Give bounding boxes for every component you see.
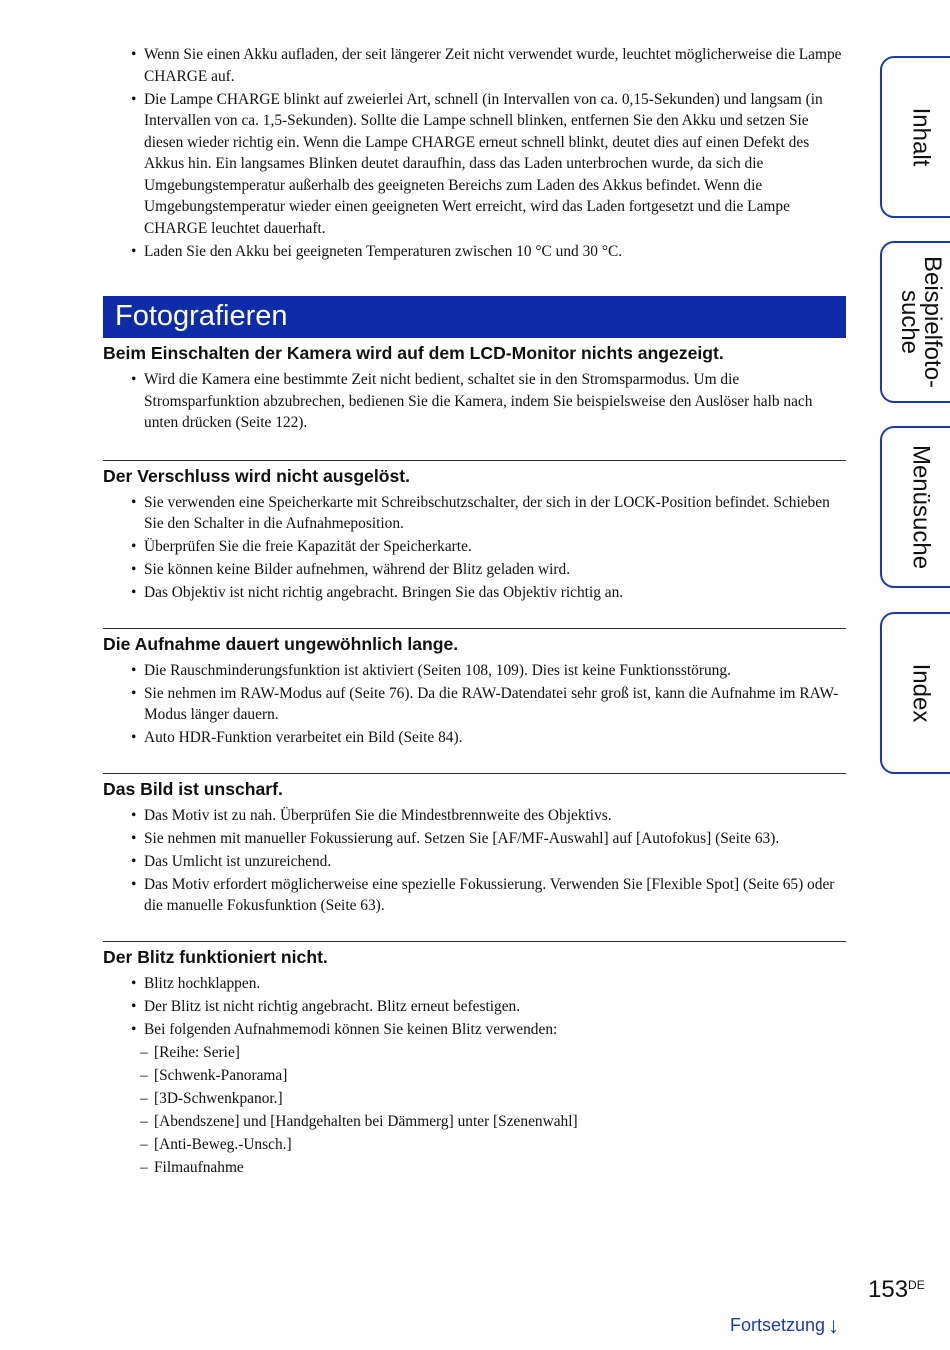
section-recording-time — [103, 633, 846, 749]
list-item: • Das Motiv erfordert möglicherweise eine spezielle Fokussierung. Verwenden Sie [Flexible Spot] (Seite 65) oder die manuelle Fokusfunktion (Seite 63). — [103, 874, 846, 917]
continue-link[interactable] — [730, 1313, 839, 1339]
list-item: • Sie können keine Bilder aufnehmen, während der Blitz geladen wird. — [103, 559, 846, 581]
section-divider — [103, 773, 846, 774]
tab-label: Beispielfoto- suche — [896, 255, 946, 389]
list-item: • Die Lampe CHARGE blinkt auf zweierlei Art, schnell (in Intervallen von ca. 0,15-Sekunden) und langsam (in Intervallen von ca. 1,5-Sekunden). Sollte die Lampe schnell blinken, entfernen Sie den Akku und setzen Sie diesen wieder richtig ein. Wenn die Lampe CHARGE erneut schnell blinkt, deutet dies auf einen Defekt des Akkus hin. Ein langsames Blinken deutet daraufhin, dass das Laden unterbrochen wurde, da sich die Umgebungstemperatur außerhalb des geeigneten Bereichs zum Laden des Akkus befindet. Wenn die Umgebungstemperatur wieder einen geeigneten Wert erreicht, wird das Laden fortgesetzt und die Lampe CHARGE leuchtet dauerhaft. — [103, 89, 846, 240]
section-divider — [103, 628, 846, 629]
section-list — [103, 492, 846, 604]
section-shutter — [103, 465, 846, 604]
page-number — [868, 1276, 925, 1304]
sub-list-item: – [Anti-Beweg.-Unsch.] — [103, 1134, 846, 1156]
section-blurry — [103, 778, 846, 917]
section-divider — [103, 460, 846, 461]
section-heading: Der Verschluss wird nicht ausgelöst. — [103, 465, 411, 486]
tab-index[interactable] — [880, 612, 950, 774]
side-tabs — [880, 0, 950, 1350]
list-item: • Wird die Kamera eine bestimmte Zeit nicht bedient, schaltet sie in den Stromsparmodus. Um die Stromsparfunktion abzubrechen, bedienen Sie die Kamera, indem Sie beispielsweise den Auslöser halb nach unten drücken (Seite 122). — [103, 369, 846, 434]
section-heading: Die Aufnahme dauert ungewöhnlich lange. — [103, 633, 459, 654]
sub-list-item: – [Schwenk-Panorama] — [103, 1065, 846, 1087]
list-item: • Sie nehmen im RAW-Modus auf (Seite 76). Da die RAW-Datendatei sehr groß ist, kann die Aufnahme im RAW-Modus länger dauern. — [103, 683, 846, 726]
tab-label: Inhalt — [907, 107, 935, 167]
page-content — [103, 44, 846, 1180]
section-heading: Der Blitz funktioniert nicht. — [103, 946, 328, 967]
section-heading: Beim Einschalten der Kamera wird auf dem LCD-Monitor nichts angezeigt. — [103, 343, 724, 363]
list-item: • Die Rauschminderungsfunktion ist aktiviert (Seiten 108, 109). Dies ist keine Funktionsstörung. — [103, 660, 846, 682]
tab-beispielfotosuche[interactable] — [880, 241, 950, 403]
tab-menuesuche[interactable] — [880, 426, 950, 588]
list-item: • Überprüfen Sie die freie Kapazität der Speicherkarte. — [103, 536, 846, 558]
list-item: • Das Motiv ist zu nah. Überprüfen Sie die Mindestbrennweite des Objektivs. — [103, 805, 846, 827]
list-item: • Blitz hochklappen. — [103, 973, 846, 995]
section-flash — [103, 946, 846, 1179]
list-item: • Sie verwenden eine Speicherkarte mit Schreibschutzschalter, der sich in der LOCK-Position befindet. Schieben Sie den Schalter in die Aufnahmeposition. — [103, 492, 846, 535]
section-banner: Fotografieren — [103, 296, 846, 338]
tab-inhalt[interactable] — [880, 56, 950, 218]
list-item: • Bei folgenden Aufnahmemodi können Sie keinen Blitz verwenden: — [103, 1019, 846, 1041]
page-number-value: 153 — [868, 1276, 909, 1303]
sub-list-item: – Filmaufnahme — [103, 1157, 846, 1179]
sub-list-item: – [Abendszene] und [Handgehalten bei Dämmerg] unter [Szenenwahl] — [103, 1111, 846, 1133]
list-item: • Das Objektiv ist nicht richtig angebracht. Bringen Sie das Objektiv richtig an. — [103, 582, 846, 604]
section-heading: Das Bild ist unscharf. — [103, 778, 283, 799]
section-list — [103, 369, 846, 434]
list-item: • Laden Sie den Akku bei geeigneten Temperaturen zwischen 10 °C und 30 °C. — [103, 241, 846, 263]
tab-label: Index — [907, 663, 935, 723]
continue-label: Fortsetzung — [730, 1315, 826, 1335]
arrow-down-icon: ↓ — [828, 1313, 840, 1338]
page-suffix: DE — [908, 1278, 925, 1292]
list-item: • Auto HDR-Funktion verarbeitet ein Bild (Seite 84). — [103, 727, 846, 749]
tab-label: Menüsuche — [907, 444, 935, 570]
list-item: • Der Blitz ist nicht richtig angebracht. Blitz erneut befestigen. — [103, 996, 846, 1018]
section-list — [103, 660, 846, 749]
list-item: • Sie nehmen mit manueller Fokussierung auf. Setzen Sie [AF/MF-Auswahl] auf [Autofokus] (Seite 63). — [103, 828, 846, 850]
intro-list — [103, 44, 846, 262]
sub-list-item: – [3D-Schwenkpanor.] — [103, 1088, 846, 1110]
list-item: • Wenn Sie einen Akku aufladen, der seit längerer Zeit nicht verwendet wurde, leuchtet möglicherweise die Lampe CHARGE auf. — [103, 44, 846, 87]
section-divider — [103, 941, 846, 942]
section-list — [103, 973, 846, 1179]
section-lcd — [103, 342, 846, 434]
sub-list-item: – [Reihe: Serie] — [103, 1042, 846, 1064]
section-list — [103, 805, 846, 917]
list-item: • Das Umlicht ist unzureichend. — [103, 851, 846, 873]
